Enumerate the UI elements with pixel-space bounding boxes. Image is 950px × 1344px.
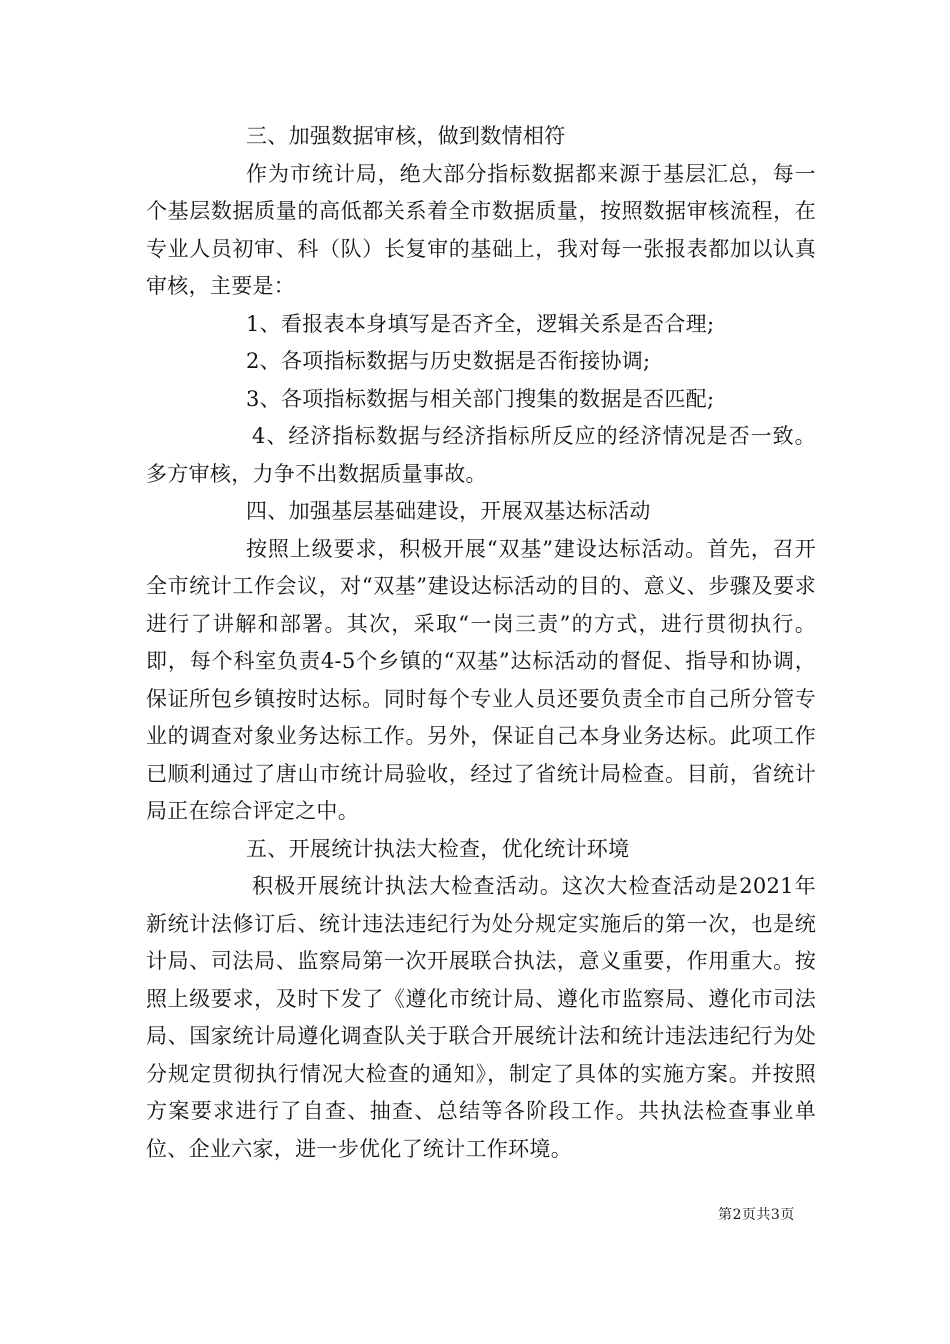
section-3-heading: 三、加强数据审核，做到数情相符 xyxy=(246,124,566,148)
review-item-3: 3、各项指标数据与相关部门搜集的数据是否匹配; xyxy=(246,386,715,411)
section-4-heading: 四、加强基层基础建设，开展双基达标活动 xyxy=(246,499,651,523)
document-body xyxy=(146,118,816,1168)
page-number-footer: 第2页共3页 xyxy=(718,1207,795,1223)
section-5-body: 积极开展统计执法大检查活动。这次大检查活动是2021年新统计法修订后、统计违法违纪行为处分规定实施后的第一次，也是统计局、司法局、监察局第一次开展联合执法，意义重要，作用重大。按照上级要求，及时下发了《遵化市统计局、遵化市监察局、遵化市司法局、国家统计局遵化调查队关于联合开展统计法和统计违法违纪行为处分规定贯彻执行情况大检查的通知》，制定了具体的实施方案。并按照方案要求进行了自查、抽查、总结等各阶段工作。共执法检查事业单位、企业六家，进一步优化了统计工作环境。 xyxy=(146,874,816,1161)
section-4-body: 按照上级要求，积极开展“双基”建设达标活动。首先，召开全市统计工作会议，对“双基”建设达标活动的目的、意义、步骤及要求进行了讲解和部署。其次，采取“一岗三责”的方式，进行贯彻执行。即，每个科室负责4-5个乡镇的“双基”达标活动的督促、指导和协调，保证所包乡镇按时达标。同时每个专业人员还要负责全市自己所分管专业的调查对象业务达标工作。另外，保证自己本身业务达标。此项工作已顺利通过了唐山市统计局验收，经过了省统计局检查。目前，省统计局正在综合评定之中。 xyxy=(146,536,816,823)
review-item-2: 2、各项指标数据与历史数据是否衔接协调; xyxy=(246,349,651,373)
section-5-heading: 五、开展统计执法大检查，优化统计环境 xyxy=(246,836,630,861)
review-item-4: 4、经济指标数据与经济指标所反应的经济情况是否一致。多方审核，力争不出数据质量事故。 xyxy=(146,424,816,486)
review-item-1: 1、看报表本身填写是否齐全，逻辑关系是否合理; xyxy=(246,311,715,336)
section-3-intro: 作为市统计局，绝大部分指标数据都来源于基层汇总，每一个基层数据质量的高低都关系着全市数据质量，按照数据审核流程，在专业人员初审、科（队）长复审的基础上，我对每一张报表都加以认真审核，主要是： xyxy=(146,161,816,298)
